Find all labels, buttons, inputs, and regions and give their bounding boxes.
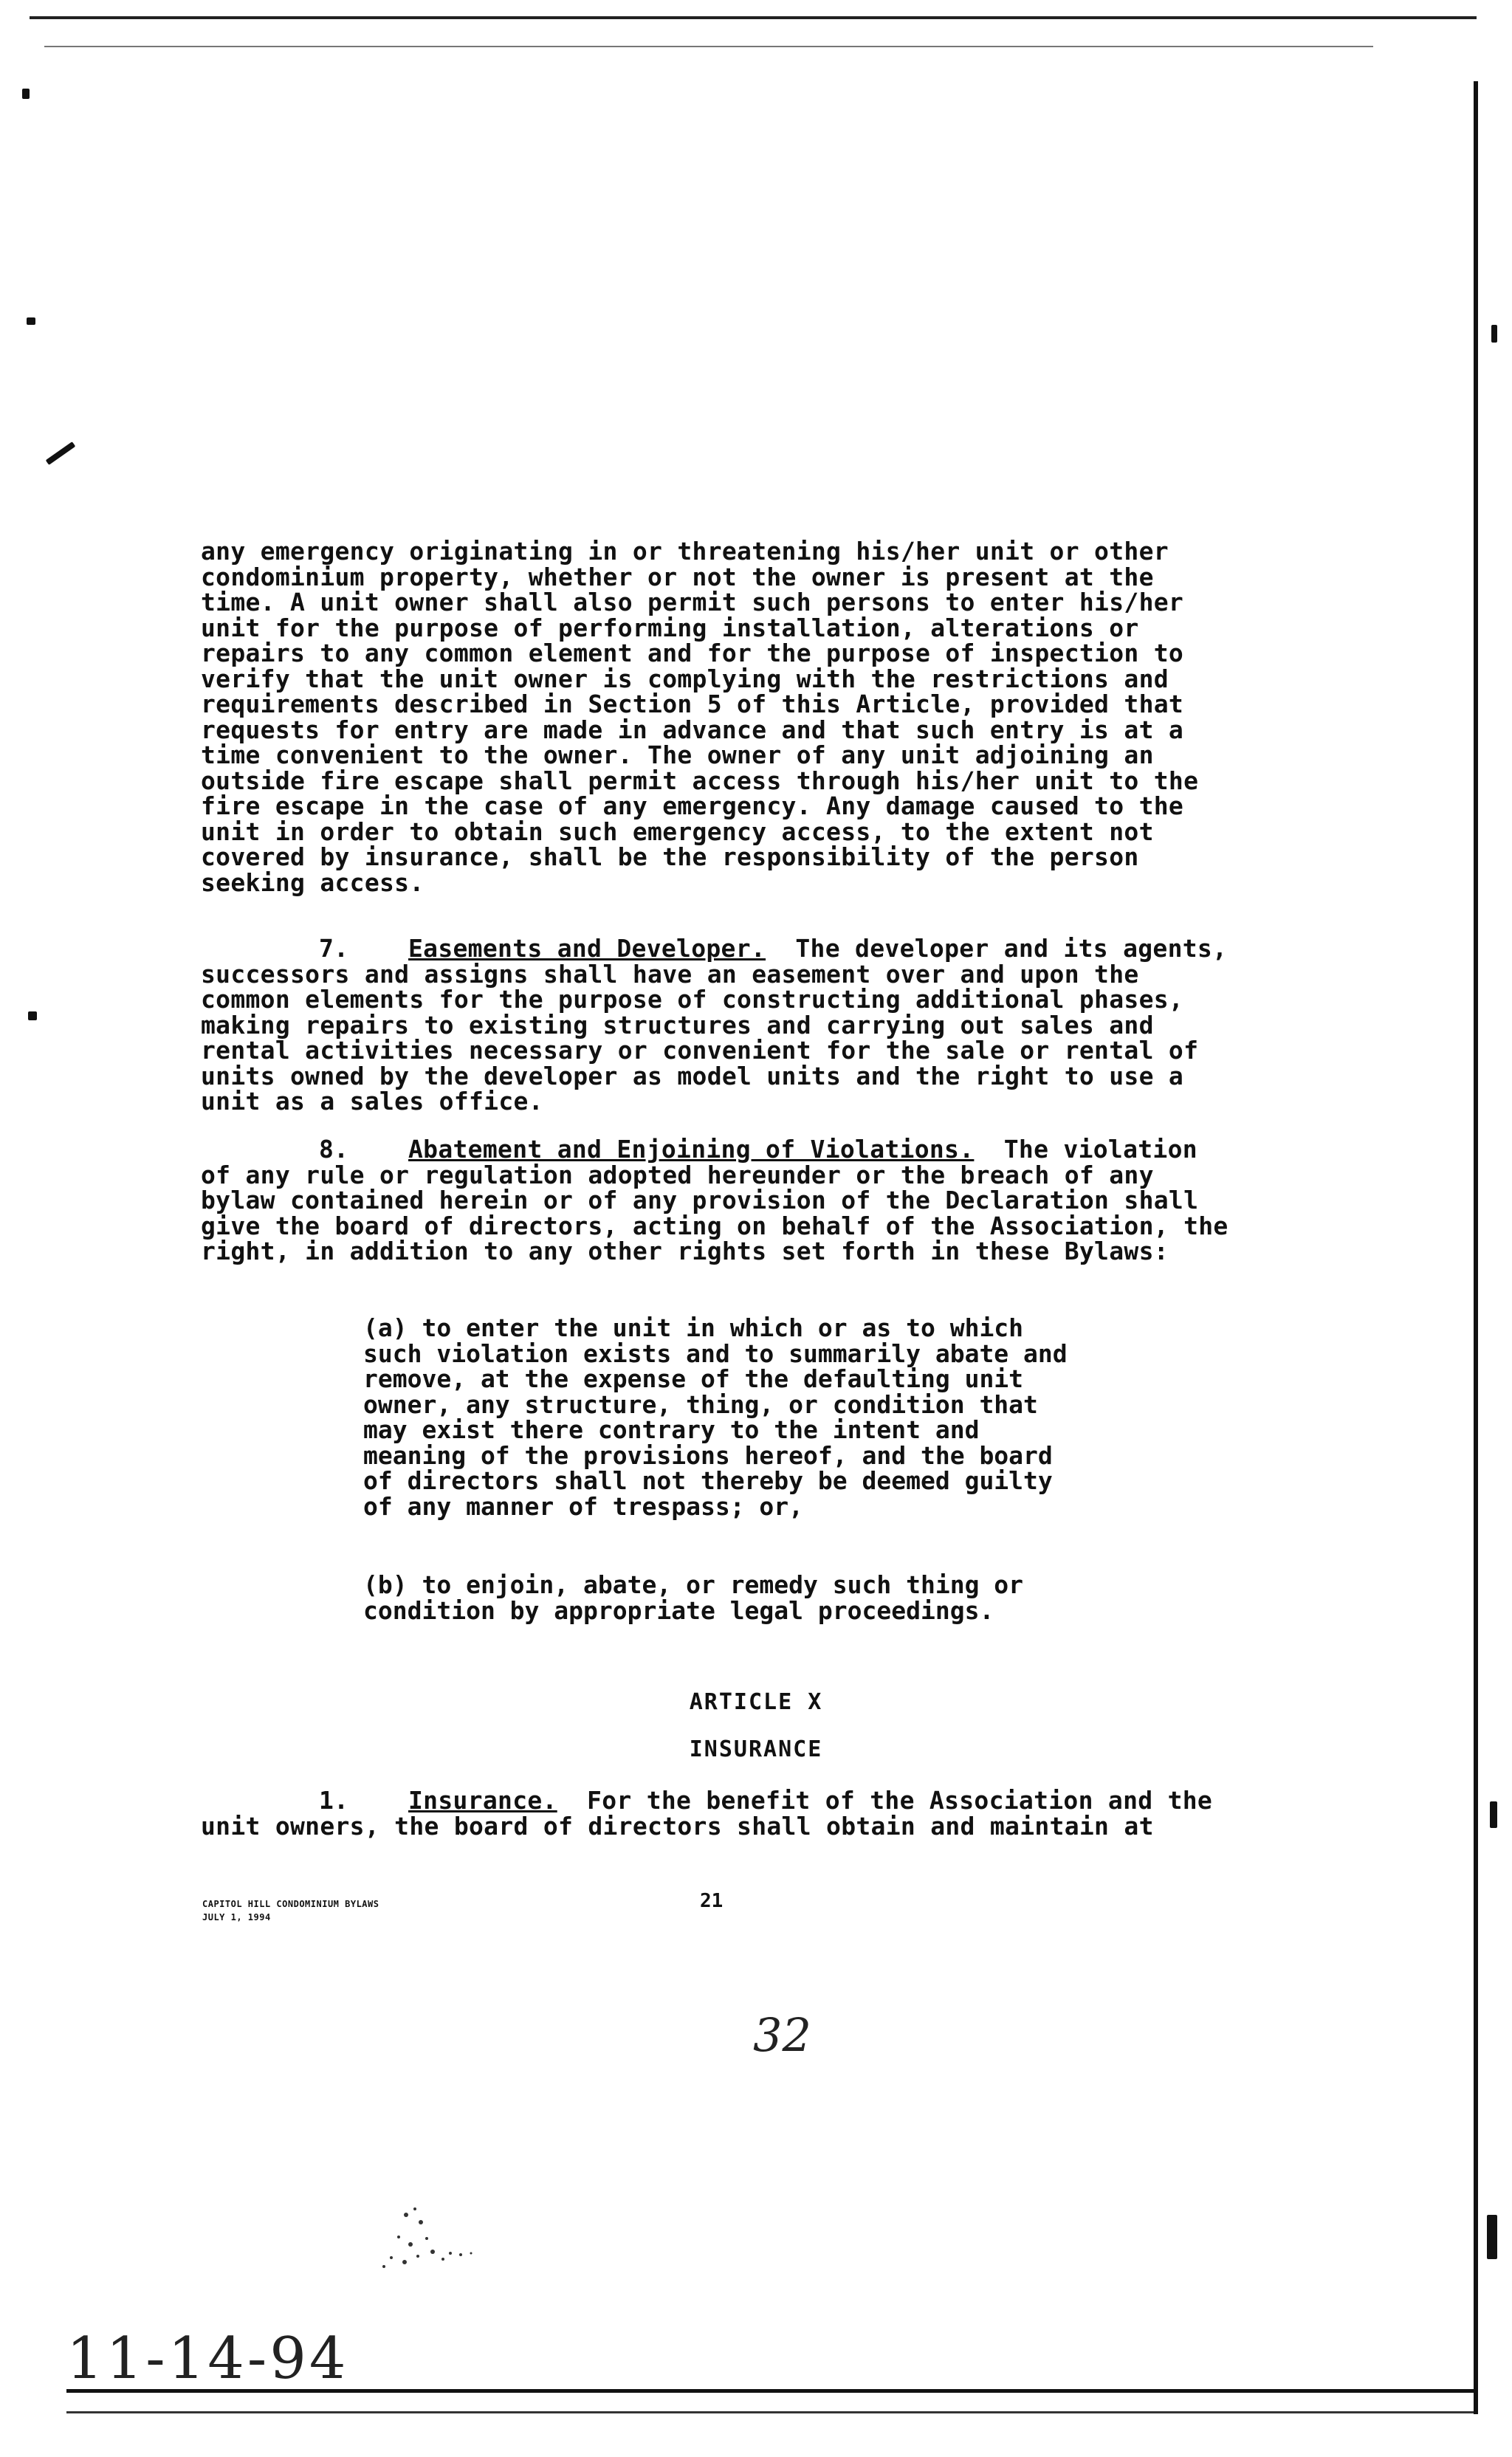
section-8-number: 8. (319, 1135, 349, 1164)
illegible-stamp (362, 2193, 509, 2281)
insurance-paragraph (201, 1788, 1234, 1839)
handwritten-date: 11-14-94 (66, 2326, 349, 2392)
scan-right-edge (1474, 81, 1478, 2414)
scan-top-line (44, 46, 1373, 47)
section-7-number: 7. (319, 934, 349, 963)
scan-speck (1490, 1801, 1497, 1828)
scan-speck (22, 89, 30, 99)
page-number: 21 (700, 1890, 724, 1912)
scan-speck (1491, 325, 1497, 343)
article-heading: ARTICLE X (689, 1689, 823, 1715)
handwritten-page-number: 32 (753, 2008, 811, 2062)
footer-line-2: JULY 1, 1994 (202, 1912, 271, 1922)
section-8-paragraph (201, 1135, 1243, 1265)
clause-a: (a) to enter the unit in which or as to which such violation exists and to summarily abate and remove, at the expense of the defaulting unit owner, any structure, thing, or condition that may exist there contrary to the intent and meaning of the provisions hereof, and the board of directors shall not thereby be deemed guilty of any manner of trespass; or, (363, 1313, 1068, 1521)
scan-speck (1487, 2215, 1497, 2259)
section-8-text: The violation of any rule or regulation adopted hereunder or the breach of any bylaw contained herein or of any provision of the Declaration shall give the board of directors, acting on behalf of the Association, the right, in addition to any other rights set forth in these Bylaws: (201, 1135, 1243, 1265)
scan-top-edge (30, 16, 1477, 19)
scan-speck (28, 1011, 37, 1020)
insurance-number: 1. (319, 1786, 349, 1815)
scan-speck (27, 317, 35, 325)
insurance-text: For the benefit of the Association and the unit owners, the board of directors shall obtain and maintain at (201, 1786, 1228, 1841)
clause-b: (b) to enjoin, abate, or remedy such thing or condition by appropriate legal proceedings. (363, 1570, 1024, 1625)
scan-speck (46, 441, 76, 465)
section-7-paragraph (201, 934, 1243, 1116)
scan-bottom-line (66, 2411, 1474, 2413)
footer-line-1: CAPITOL HILL CONDOMINIUM BYLAWS (202, 1899, 379, 1909)
insurance-title: Insurance. (408, 1786, 557, 1815)
article-title: INSURANCE (689, 1736, 823, 1762)
footer-doc-id (202, 1897, 379, 1924)
section-7-text: The developer and its agents, successors and assigns shall have an easement over and upon the common elements for the purpose of constructing additional phases, making repairs to existing structures and carrying out sales and rental activities necessary or convenient for the sale or rental of units owned by the developer as model units and the right to use a unit as a sales office. (201, 934, 1243, 1116)
section-8-title: Abatement and Enjoining of Violations. (408, 1135, 975, 1164)
paragraph-continuation: any emergency originating in or threatening his/her unit or other condominium property, whether or not the owner is present at the time. A unit owner shall also permit such persons to enter his/her unit for the purpose of performing installation, alterations or repairs to any common element and for the purpose of inspection to verify that the unit owner is complying with the restrictions and requirements described in Section 5 of this Article, provided that requests for entry are made in advance and that such entry is at a time convenient to the owner. The owner of any unit adjoining an outside fire escape shall permit access through his/her unit to the fire escape in the case of any emergency. Any damage caused to the unit in order to obtain such emergency access, to the extent not covered by insurance, shall be the responsibility of the person seeking access. (201, 537, 1214, 897)
section-7-title: Easements and Developer. (408, 934, 766, 963)
